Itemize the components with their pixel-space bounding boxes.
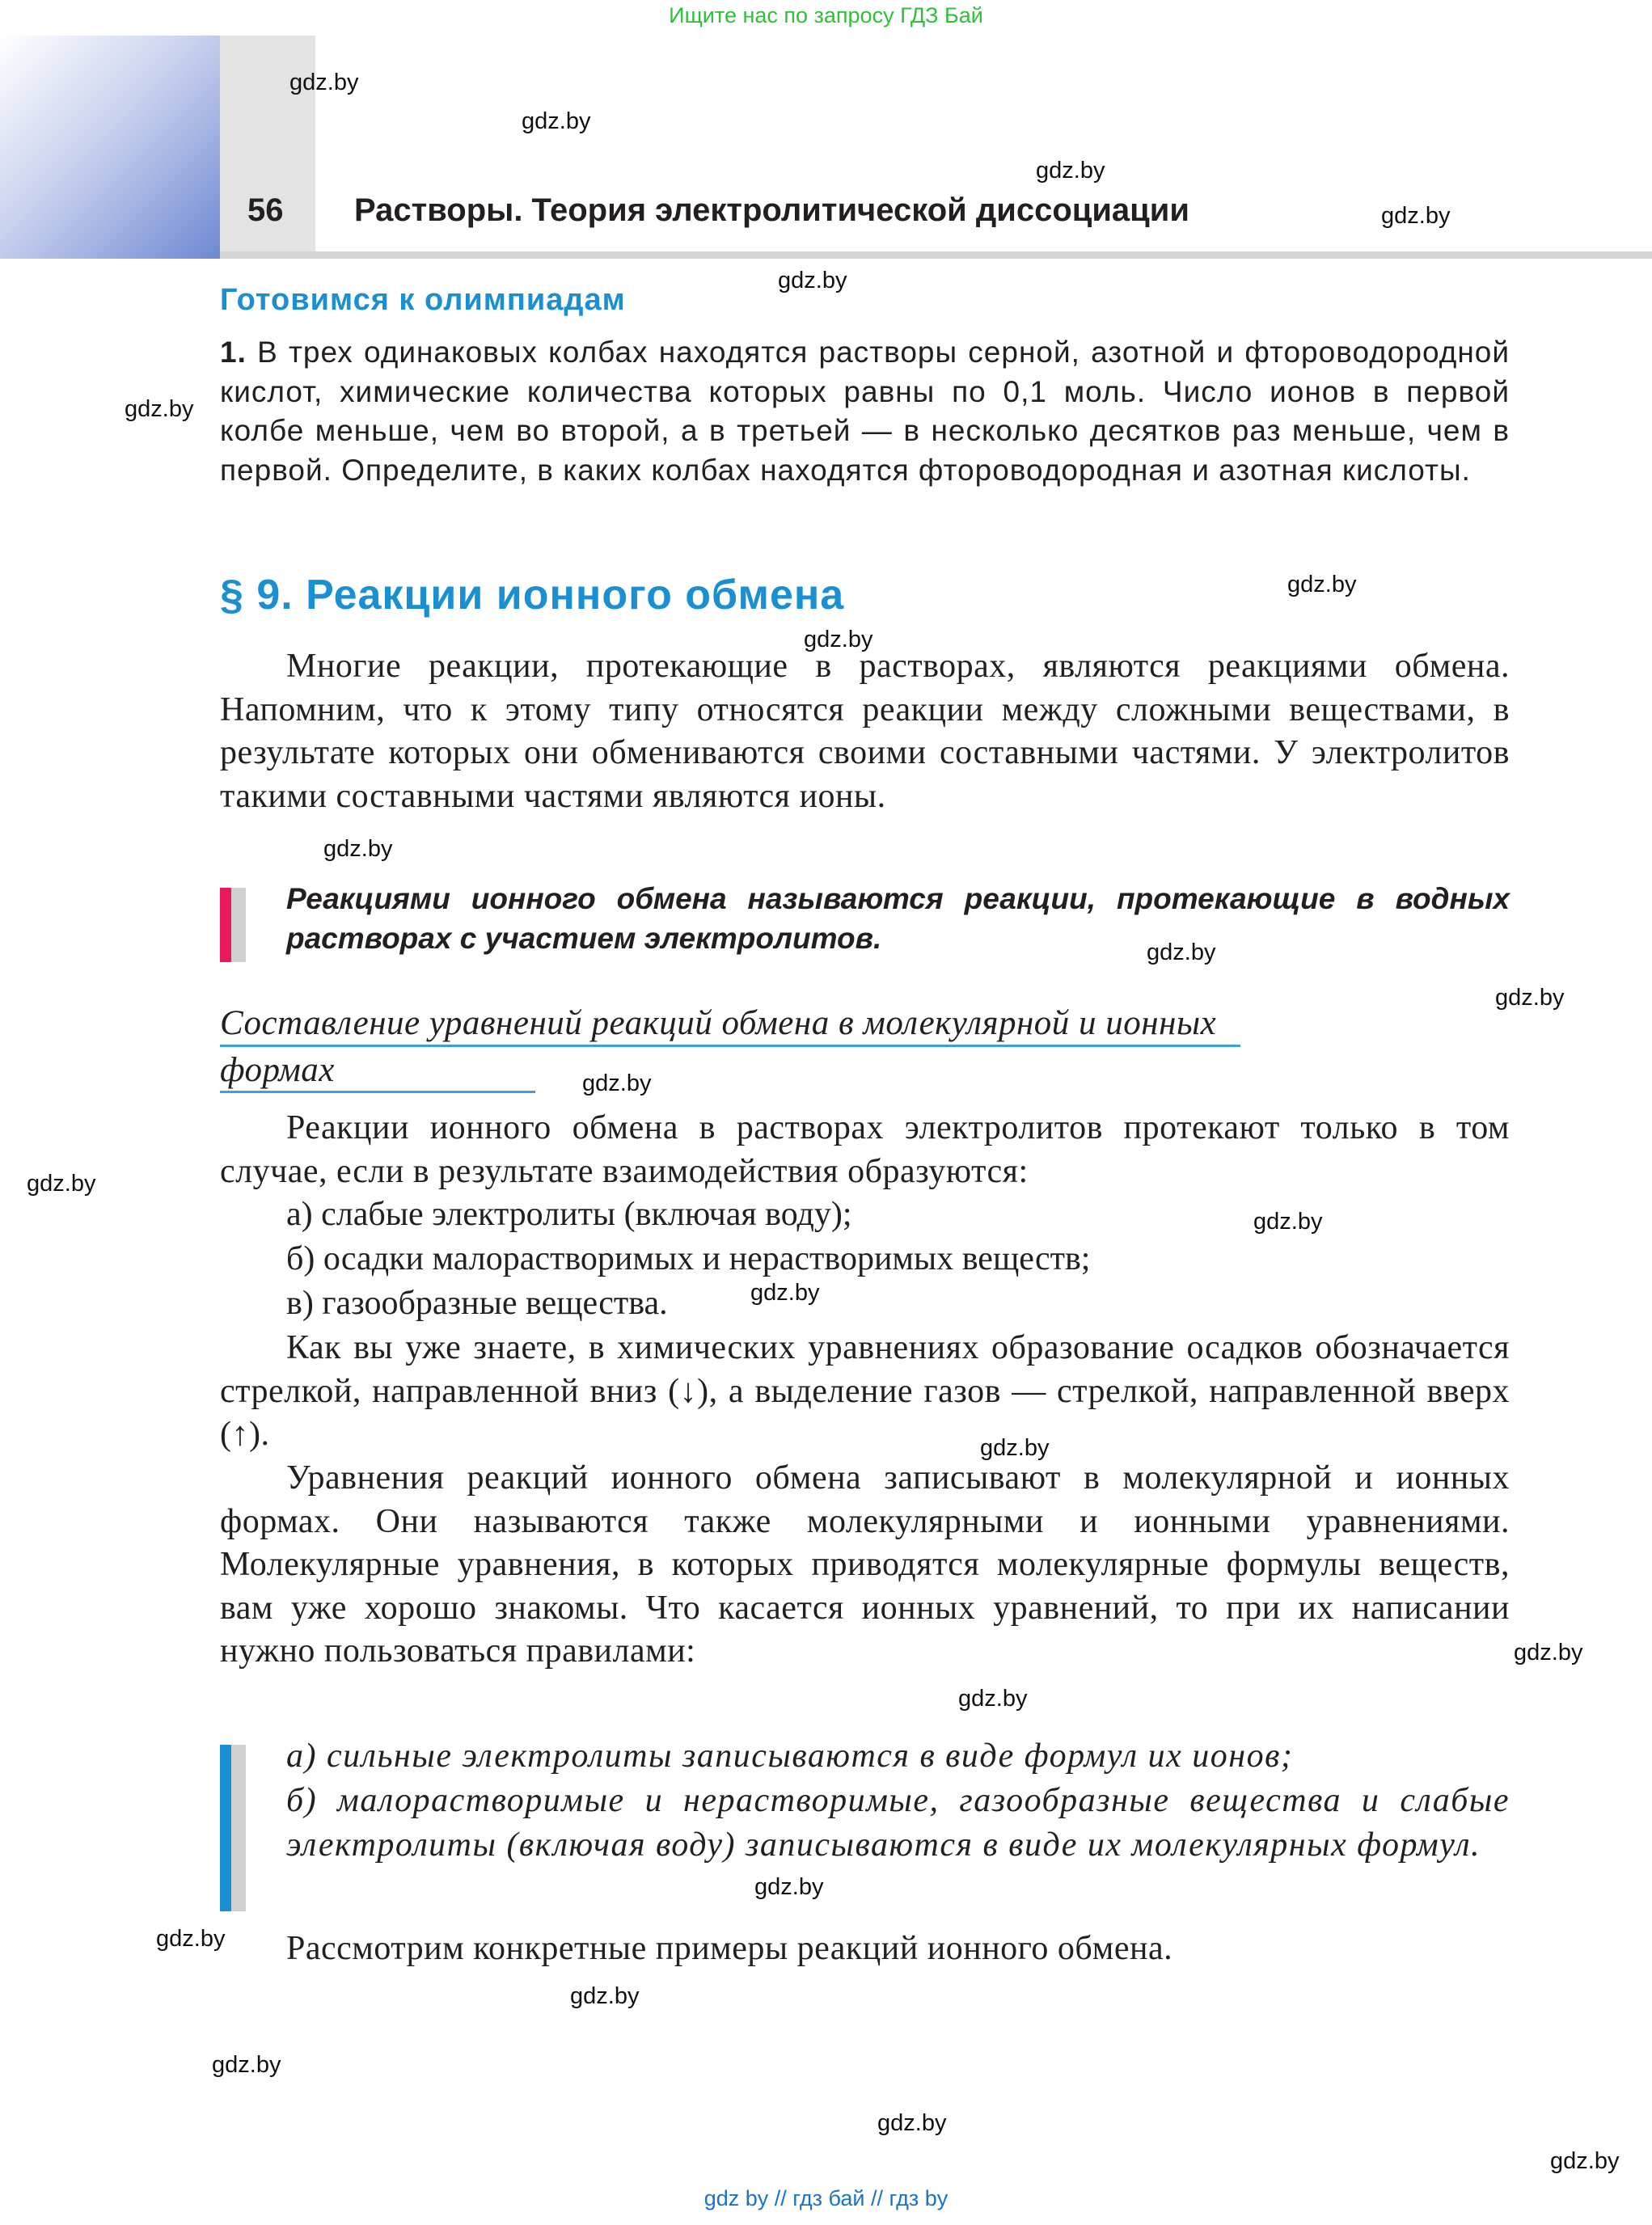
watermark: gdz.by: [1036, 158, 1105, 184]
watermark: gdz.by: [1147, 939, 1216, 965]
watermark: gdz.by: [156, 1926, 226, 1952]
header-gradient-corner: [0, 36, 220, 259]
watermark: gdz.by: [212, 2052, 281, 2078]
watermark: gdz.by: [778, 268, 847, 293]
arrows-paragraph: Как вы уже знаете, в химических уравнениях образование осадков обозначается стрелкой, направленной вниз (↓), а выделение газов — стрелкой, направленной вверх (↑).: [220, 1329, 1510, 1453]
watermark: gdz.by: [750, 1280, 820, 1306]
olympiad-heading: Готовимся к олимпиадам: [220, 283, 626, 317]
watermark: gdz.by: [1287, 572, 1357, 597]
watermark: gdz.by: [804, 627, 873, 652]
olympiad-task: [220, 333, 1510, 490]
watermark: gdz.by: [522, 108, 591, 134]
task-number: 1.: [220, 336, 247, 369]
rule-item: а) сильные электролиты записываются в виде формул их ионов;: [286, 1737, 1294, 1775]
watermark: gdz.by: [1381, 203, 1451, 229]
subheading-underline: [220, 1045, 1240, 1047]
footer-links[interactable]: gdz by // гдз бай // гдз by: [703, 2186, 949, 2210]
closing-sentence: Рассмотрим конкретные примеры реакций ионного обмена.: [286, 1930, 1173, 1967]
watermark: gdz.by: [980, 1435, 1050, 1461]
task-text: В трех одинаковых колбах находятся растворы серной, азотной и фтороводородной кислот, химические количества которых равны по 0,1 моль. Число ионов в первой колбе меньше, чем во второй, а в третьей — в несколько десятков раз меньше, чем в первой. Определите, в каких колбах находятся фтороводородная и азотная кислоты.: [220, 336, 1510, 487]
conditions-intro: Реакции ионного обмена в растворах электролитов протекают только в том случае, если в результате взаимодействия образуются:: [220, 1109, 1510, 1190]
page-number: 56: [247, 192, 284, 228]
rules-marker-shadow: [231, 1745, 246, 1911]
subheading-underline: [220, 1091, 535, 1093]
running-title: Растворы. Теория электролитической диссоциации: [354, 192, 1189, 228]
watermark: gdz.by: [570, 1983, 640, 2009]
section-title: § 9. Реакции ионного обмена: [220, 572, 845, 619]
watermark: gdz.by: [125, 396, 194, 422]
watermark: gdz.by: [323, 836, 393, 862]
condition-item: в) газообразные вещества.: [286, 1285, 668, 1322]
subheading: Составление уравнений реакций обмена в молекулярной и ионных формах: [220, 1004, 1217, 1089]
equations-paragraph: Уравнения реакций ионного обмена записывают в молекулярной и ионных формах. Они называются также молекулярными и ионными уравнениями. Молекулярные уравнения, в которых приводятся молекулярные формулы веществ, вам уже хорошо знакомы. Что касается ионных уравнений, то при их написании нужно пользоваться правилами:: [220, 1459, 1510, 1670]
definition-marker: [220, 888, 231, 962]
watermark: gdz.by: [958, 1686, 1028, 1712]
watermark: gdz.by: [582, 1070, 652, 1096]
condition-item: б) осадки малорастворимых и нерастворимых веществ;: [286, 1240, 1091, 1277]
rules-marker: [220, 1745, 231, 1911]
watermark: gdz.by: [877, 2110, 947, 2136]
search-banner[interactable]: Ищите нас по запросу ГДЗ Бай: [669, 3, 983, 27]
watermark: gdz.by: [1495, 985, 1565, 1011]
condition-item: а) слабые электролиты (включая воду);: [286, 1196, 852, 1233]
watermark: gdz.by: [27, 1171, 96, 1197]
header-divider: [220, 251, 1652, 259]
watermark: gdz.by: [1514, 1640, 1583, 1666]
watermark: gdz.by: [289, 70, 359, 95]
definition-marker-shadow: [231, 888, 246, 962]
watermark: gdz.by: [1550, 2148, 1620, 2174]
watermark: gdz.by: [1253, 1209, 1323, 1235]
watermark: gdz.by: [754, 1874, 824, 1900]
rule-item: б) малорастворимые и нерастворимые, газообразные вещества и слабые электролиты (включая воду) записываются в виде их молекулярных формул.: [286, 1782, 1510, 1864]
intro-paragraph: Многие реакции, протекающие в растворах, являются реакциями обмена. Напомним, что к этому типу относятся реакции между сложными веществами, в результате которых они обмениваются своими составными частями. У электролитов такими составными частями являются ионы.: [220, 648, 1510, 815]
definition-text: Реакциями ионного обмена называются реакции, протекающие в водных растворах с участием электролитов.: [286, 882, 1510, 955]
